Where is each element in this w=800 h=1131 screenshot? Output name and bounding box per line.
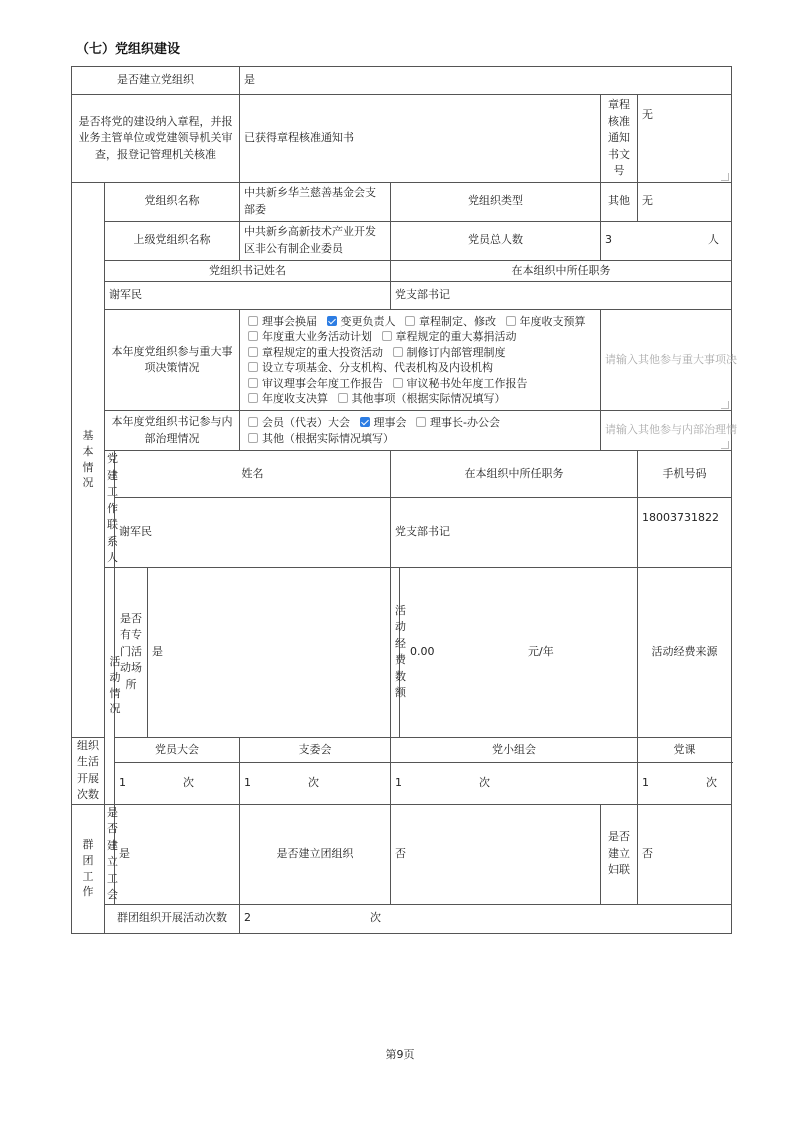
decision-option[interactable]: 年度重大业务活动计划 (248, 329, 372, 345)
governance-options-group (240, 411, 601, 451)
funds-amount-field[interactable] (400, 567, 638, 737)
checkbox-icon[interactable] (338, 393, 348, 403)
checkbox-icon[interactable] (248, 362, 258, 372)
checkbox-icon[interactable] (248, 347, 258, 357)
party-organization-form (71, 66, 737, 934)
checkbox-icon[interactable] (248, 433, 258, 443)
checkbox-icon[interactable] (248, 378, 258, 388)
resize-grip-icon[interactable] (721, 441, 729, 449)
contact-post-value[interactable]: 党支部书记 (391, 497, 638, 567)
checkbox-icon[interactable] (506, 316, 516, 326)
governance-option[interactable]: 其他（根据实际情况填写） (248, 431, 394, 447)
venue-label: 是否有专门活动场所 (115, 567, 148, 737)
decision-option[interactable]: 制修订内部管理制度 (393, 345, 506, 361)
page-number: 第9页 (385, 1048, 415, 1061)
decision-option[interactable]: 其他事项（根据实际情况填写） (338, 391, 506, 407)
party-org-type-value[interactable]: 其他 (601, 182, 638, 221)
mass-work-side-label: 群团工作 (72, 804, 105, 933)
party-org-established-value[interactable]: 是 (240, 67, 732, 95)
checkbox-checked-icon[interactable] (360, 417, 370, 427)
checkbox-icon[interactable] (393, 347, 403, 357)
party-org-name-value[interactable]: 中共新乡华兰慈善基金会支部委 (240, 182, 391, 221)
resize-grip-icon[interactable] (721, 173, 729, 181)
life-count-member-meeting[interactable]: 1 次 (115, 763, 240, 804)
checkbox-icon[interactable] (393, 378, 403, 388)
contact-phone-header: 手机号码 (638, 451, 732, 498)
union-label: 是否建立工会 (105, 804, 115, 904)
superior-org-label: 上级党组织名称 (105, 221, 240, 260)
basic-info-side-label: 基本情况 (72, 182, 105, 737)
checkbox-icon[interactable] (416, 417, 426, 427)
life-count-committee[interactable]: 1 次 (240, 763, 391, 804)
mass-activity-count-label: 群团组织开展活动次数 (105, 904, 240, 933)
org-life-label: 组织生活开展次数 (72, 737, 105, 804)
mass-activity-count-unit: 次 (370, 911, 381, 925)
party-contact-label: 党建工作联系人 (105, 451, 115, 568)
checkbox-icon[interactable] (405, 316, 415, 326)
decision-other-placeholder: 请输入其他参与重大事项决 (605, 352, 737, 366)
mass-activity-count-field[interactable] (240, 904, 732, 933)
decision-option[interactable]: 变更负责人 (327, 314, 396, 330)
funds-source-label: 活动经费来源 (638, 567, 732, 737)
union-value[interactable]: 是 (115, 804, 240, 904)
decision-option[interactable]: 章程规定的重大投资活动 (248, 345, 383, 361)
governance-other-input[interactable] (601, 411, 737, 451)
charter-doc-number-label: 章程核准通知书文号 (601, 95, 638, 183)
charter-inclusion-label: 是否将党的建设纳入章程，并报业务主管单位或党建领导机关审查，报登记管理机关核准 (72, 95, 240, 183)
member-count-label: 党员总人数 (391, 221, 601, 260)
governance-participation-label: 本年度党组织书记参与内部治理情况 (105, 411, 240, 451)
funds-amount-value: 0.00 (410, 644, 435, 658)
resize-grip-icon[interactable] (721, 401, 729, 409)
life-header-party-lesson: 党课 (638, 737, 732, 763)
life-header-member-meeting: 党员大会 (115, 737, 240, 763)
mass-activity-count-value: 2 (244, 911, 251, 925)
funds-amount-label: 活动经费数额 (391, 567, 400, 737)
checkbox-icon[interactable] (248, 393, 258, 403)
league-label: 是否建立团组织 (240, 804, 391, 904)
secretary-post-value[interactable]: 党支部书记 (391, 282, 732, 310)
decision-participation-label: 本年度党组织参与重大事项决策情况 (105, 310, 240, 411)
governance-other-placeholder: 请输入其他参与内部治理情 (605, 423, 737, 437)
life-header-committee: 支委会 (240, 737, 391, 763)
secretary-name-header: 党组织书记姓名 (105, 260, 391, 282)
checkbox-icon[interactable] (248, 331, 258, 341)
member-count-unit: 人 (708, 233, 719, 247)
contact-name-value[interactable]: 谢军民 (115, 497, 391, 567)
decision-option[interactable]: 年度收支预算 (506, 314, 586, 330)
governance-option[interactable]: 会员（代表）大会 (248, 415, 350, 431)
checkbox-icon[interactable] (248, 316, 258, 326)
life-header-group-meeting: 党小组会 (391, 737, 638, 763)
decision-option[interactable]: 审议理事会年度工作报告 (248, 376, 383, 392)
contact-post-header: 在本组织中所任职务 (391, 451, 638, 498)
charter-doc-number-field[interactable] (638, 95, 732, 183)
decision-other-input[interactable] (601, 310, 737, 411)
checkbox-checked-icon[interactable] (327, 316, 337, 326)
league-value[interactable]: 否 (391, 804, 601, 904)
party-org-type-label: 党组织类型 (391, 182, 601, 221)
women-federation-label: 是否建立妇联 (601, 804, 638, 904)
decision-option[interactable]: 章程规定的重大募捐活动 (382, 329, 517, 345)
secretary-post-header: 在本组织中所任职务 (391, 260, 732, 282)
superior-org-value[interactable]: 中共新乡高新技术产业开发区非公有制企业委员 (240, 221, 391, 260)
contact-phone-value[interactable]: 18003731822 (638, 497, 732, 567)
charter-doc-number-value: 无 (642, 108, 653, 121)
decision-options-group (240, 310, 601, 411)
women-federation-value[interactable]: 否 (638, 804, 732, 904)
decision-option[interactable]: 设立专项基金、分支机构、代表机构及内设机构 (248, 360, 493, 376)
checkbox-icon[interactable] (248, 417, 258, 427)
governance-option[interactable]: 理事会 (360, 415, 407, 431)
section-title: （七）党组织建设 (76, 42, 181, 57)
member-count-field[interactable] (601, 221, 732, 260)
life-count-party-lesson[interactable]: 1 次 (638, 763, 732, 804)
decision-option[interactable]: 审议秘书处年度工作报告 (393, 376, 528, 392)
activity-side-label: 活动情况 (105, 567, 115, 804)
contact-name-header: 姓名 (115, 451, 391, 498)
life-count-group-meeting[interactable]: 1 次 (391, 763, 638, 804)
funds-amount-unit: 元/年 (528, 644, 554, 658)
decision-option[interactable]: 章程制定、修改 (405, 314, 496, 330)
party-org-type-extra[interactable]: 无 (638, 182, 732, 221)
charter-inclusion-value[interactable]: 已获得章程核准通知书 (240, 95, 601, 183)
governance-option[interactable]: 理事长-办公会 (416, 415, 500, 431)
decision-option[interactable]: 理事会换届 (248, 314, 317, 330)
checkbox-icon[interactable] (382, 331, 392, 341)
venue-value[interactable]: 是 (148, 567, 391, 737)
party-org-name-label: 党组织名称 (105, 182, 240, 221)
member-count-value: 3 (605, 233, 612, 247)
decision-option[interactable]: 年度收支决算 (248, 391, 328, 407)
secretary-name-value[interactable]: 谢军民 (105, 282, 391, 310)
party-org-established-label: 是否建立党组织 (72, 67, 240, 95)
